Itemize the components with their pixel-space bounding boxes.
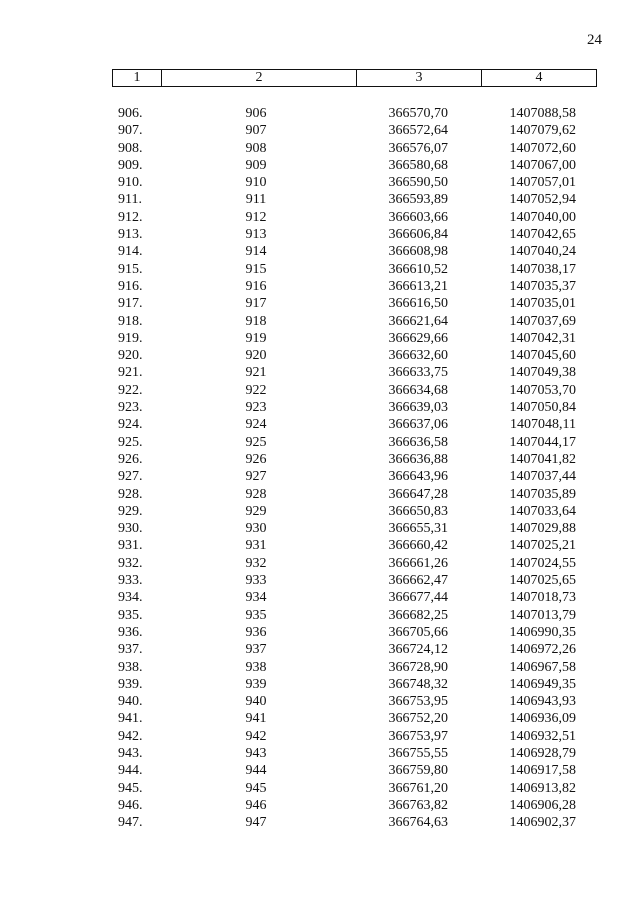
coordinate-table-body (0, 105, 640, 831)
table-row (0, 624, 640, 641)
point-id: 941 (245, 711, 267, 727)
coordinate-y: 1407079,62 (509, 123, 576, 139)
table-row (0, 589, 640, 606)
coordinate-y: 1407037,44 (509, 469, 576, 485)
coordinate-x: 366662,47 (388, 573, 448, 589)
coordinate-y: 1406917,58 (509, 763, 576, 779)
row-number: 923. (118, 400, 143, 416)
table-row (0, 157, 640, 174)
table-row (0, 416, 640, 433)
point-id: 929 (245, 503, 267, 519)
coordinate-y: 1406943,93 (509, 694, 576, 710)
coordinate-x: 366634,68 (388, 382, 448, 398)
point-id: 911 (245, 192, 267, 208)
table-row (0, 641, 640, 658)
table-row (0, 693, 640, 710)
row-number: 913. (118, 227, 143, 243)
row-number: 910. (118, 175, 143, 191)
coordinate-x: 366593,89 (388, 192, 448, 208)
row-number: 943. (118, 745, 143, 761)
row-number: 924. (118, 417, 143, 433)
coordinate-x: 366572,64 (388, 123, 448, 139)
row-number: 931. (118, 538, 143, 554)
row-number: 918. (118, 313, 143, 329)
row-number: 946. (118, 797, 143, 813)
row-number: 942. (118, 728, 143, 744)
coordinate-x: 366576,07 (388, 140, 448, 156)
table-row (0, 330, 640, 347)
table-row (0, 399, 640, 416)
row-number: 927. (118, 469, 143, 485)
coordinate-x: 366759,80 (388, 763, 448, 779)
table-header (112, 69, 597, 87)
coordinate-y: 1407052,94 (509, 192, 576, 208)
coordinate-x: 366621,64 (388, 313, 448, 329)
coordinate-y: 1406906,28 (509, 797, 576, 813)
coordinate-x: 366705,66 (388, 624, 448, 640)
coordinate-x: 366761,20 (388, 780, 448, 796)
coordinate-x: 366616,50 (388, 296, 448, 312)
table-row (0, 676, 640, 693)
table-row (0, 659, 640, 676)
coordinate-x: 366632,60 (388, 348, 448, 364)
coordinate-y: 1407049,38 (509, 365, 576, 381)
coordinate-x: 366650,83 (388, 503, 448, 519)
table-row (0, 364, 640, 381)
coordinate-y: 1406913,82 (509, 780, 576, 796)
row-number: 917. (118, 296, 143, 312)
table-row (0, 572, 640, 589)
table-row (0, 520, 640, 537)
coordinate-x: 366763,82 (388, 797, 448, 813)
coordinate-y: 1406949,35 (509, 676, 576, 692)
coordinate-x: 366661,26 (388, 555, 448, 571)
coordinate-x: 366753,95 (388, 694, 448, 710)
coordinate-y: 1406936,09 (509, 711, 576, 727)
coordinate-y: 1407088,58 (509, 106, 576, 121)
point-id: 945 (245, 780, 267, 796)
table-row (0, 486, 640, 503)
row-number: 938. (118, 659, 143, 675)
row-number: 922. (118, 382, 143, 398)
table-row (0, 537, 640, 554)
point-id: 943 (245, 745, 267, 761)
table-row (0, 347, 640, 364)
point-id: 939 (245, 676, 267, 692)
point-id: 946 (245, 797, 267, 813)
coordinate-y: 1407025,21 (509, 538, 576, 554)
point-id: 942 (245, 728, 267, 744)
table-row (0, 503, 640, 520)
coordinate-x: 366755,55 (388, 745, 448, 761)
row-number: 944. (118, 763, 143, 779)
page-number: 24 (587, 32, 602, 48)
point-id: 908 (245, 140, 267, 156)
row-number: 906. (118, 106, 143, 121)
row-number: 940. (118, 694, 143, 710)
point-id: 914 (245, 244, 267, 260)
row-number: 937. (118, 642, 143, 658)
point-id: 909 (245, 157, 267, 173)
coordinate-x: 366724,12 (388, 642, 448, 658)
coordinate-y: 1406902,37 (509, 815, 576, 831)
coordinate-y: 1407045,60 (509, 348, 576, 364)
table-row (0, 243, 640, 260)
coordinate-y: 1407038,17 (509, 261, 576, 277)
point-id: 913 (245, 227, 267, 243)
point-id: 935 (245, 607, 267, 623)
table-row (0, 797, 640, 814)
coordinate-x: 366682,25 (388, 607, 448, 623)
table-row (0, 278, 640, 295)
table-row (0, 745, 640, 762)
table-row (0, 762, 640, 779)
coordinate-x: 366590,50 (388, 175, 448, 191)
point-id: 925 (245, 434, 267, 450)
coordinate-y: 1407033,64 (509, 503, 576, 519)
coordinate-x: 366764,63 (388, 815, 448, 831)
column-header-4: 4 (535, 70, 543, 85)
coordinate-x: 366606,84 (388, 227, 448, 243)
row-number: 907. (118, 123, 143, 139)
coordinate-y: 1407053,70 (509, 382, 576, 398)
coordinate-x: 366580,68 (388, 157, 448, 173)
point-id: 927 (245, 469, 267, 485)
point-id: 928 (245, 486, 267, 502)
point-id: 930 (245, 521, 267, 537)
point-id: 933 (245, 573, 267, 589)
row-number: 911. (118, 192, 142, 208)
point-id: 924 (245, 417, 267, 433)
point-id: 912 (245, 209, 267, 225)
coordinate-y: 1407067,00 (509, 157, 576, 173)
row-number: 936. (118, 624, 143, 640)
point-id: 916 (245, 278, 267, 294)
coordinate-y: 1407035,37 (509, 278, 576, 294)
point-id: 915 (245, 261, 267, 277)
row-number: 920. (118, 348, 143, 364)
coordinate-x: 366655,31 (388, 521, 448, 537)
point-id: 919 (245, 330, 267, 346)
coordinate-x: 366643,96 (388, 469, 448, 485)
row-number: 914. (118, 244, 143, 260)
point-id: 922 (245, 382, 267, 398)
coordinate-y: 1407042,65 (509, 227, 576, 243)
coordinate-x: 366636,88 (388, 451, 448, 467)
coordinate-y: 1406928,79 (509, 745, 576, 761)
coordinate-x: 366610,52 (388, 261, 448, 277)
coordinate-x: 366570,70 (388, 106, 448, 121)
coordinate-y: 1407072,60 (509, 140, 576, 156)
point-id: 938 (245, 659, 267, 675)
coordinate-y: 1407018,73 (509, 590, 576, 606)
row-number: 908. (118, 140, 143, 156)
table-row (0, 434, 640, 451)
point-id: 936 (245, 624, 267, 640)
point-id: 921 (245, 365, 267, 381)
row-number: 919. (118, 330, 143, 346)
coordinate-x: 366608,98 (388, 244, 448, 260)
column-header-3: 3 (357, 70, 482, 86)
row-number: 929. (118, 503, 143, 519)
table-row (0, 122, 640, 139)
coordinate-y: 1407040,00 (509, 209, 576, 225)
column-header-2: 2 (162, 70, 357, 86)
coordinate-y: 1407042,31 (509, 330, 576, 346)
coordinate-y: 1407029,88 (509, 521, 576, 537)
row-number: 947. (118, 815, 143, 831)
row-number: 921. (118, 365, 143, 381)
coordinate-x: 366613,21 (388, 278, 448, 294)
point-id: 940 (245, 694, 267, 710)
coordinate-y: 1407037,69 (509, 313, 576, 329)
coordinate-x: 366629,66 (388, 330, 448, 346)
row-number: 941. (118, 711, 143, 727)
coordinate-x: 366639,03 (388, 400, 448, 416)
table-row (0, 780, 640, 797)
table-row (0, 226, 640, 243)
coordinate-x: 366636,58 (388, 434, 448, 450)
point-id: 918 (245, 313, 267, 329)
row-number: 930. (118, 521, 143, 537)
point-id: 932 (245, 555, 267, 571)
row-number: 928. (118, 486, 143, 502)
row-number: 915. (118, 261, 143, 277)
row-number: 925. (118, 434, 143, 450)
table-row (0, 140, 640, 157)
row-number: 935. (118, 607, 143, 623)
coordinate-x: 366637,06 (388, 417, 448, 433)
coordinate-y: 1406932,51 (509, 728, 576, 744)
coordinate-y: 1406990,35 (509, 624, 576, 640)
row-number: 926. (118, 451, 143, 467)
table-row (0, 209, 640, 226)
coordinate-x: 366647,28 (388, 486, 448, 502)
coordinate-x: 366753,97 (388, 728, 448, 744)
coordinate-x: 366660,42 (388, 538, 448, 554)
point-id: 923 (245, 400, 267, 416)
row-number: 933. (118, 573, 143, 589)
row-number: 932. (118, 555, 143, 571)
point-id: 934 (245, 590, 267, 606)
table-row (0, 313, 640, 330)
point-id: 906 (245, 106, 267, 121)
table-row (0, 468, 640, 485)
coordinate-y: 1407035,89 (509, 486, 576, 502)
coordinate-y: 1406967,58 (509, 659, 576, 675)
coordinate-y: 1407035,01 (509, 296, 576, 312)
row-number: 939. (118, 676, 143, 692)
row-number: 909. (118, 157, 143, 173)
table-row (0, 710, 640, 727)
coordinate-x: 366633,75 (388, 365, 448, 381)
coordinate-y: 1406972,26 (509, 642, 576, 658)
coordinate-x: 366728,90 (388, 659, 448, 675)
coordinate-x: 366677,44 (388, 590, 448, 606)
coordinate-y: 1407044,17 (509, 434, 576, 450)
coordinate-y: 1407025,65 (509, 573, 576, 589)
coordinate-x: 366748,32 (388, 676, 448, 692)
row-number: 912. (118, 209, 143, 225)
point-id: 931 (245, 538, 267, 554)
coordinate-x: 366603,66 (388, 209, 448, 225)
coordinate-x: 366752,20 (388, 711, 448, 727)
point-id: 917 (245, 296, 267, 312)
table-row (0, 451, 640, 468)
coordinate-y: 1407041,82 (509, 451, 576, 467)
table-row (0, 607, 640, 624)
coordinate-y: 1407050,84 (509, 400, 576, 416)
table-row (0, 814, 640, 831)
table-row (0, 295, 640, 312)
coordinate-y: 1407013,79 (509, 607, 576, 623)
point-id: 920 (245, 348, 267, 364)
column-header-1: 1 (113, 70, 162, 86)
table-row (0, 382, 640, 399)
table-row (0, 105, 640, 122)
coordinate-y: 1407024,55 (509, 555, 576, 571)
table-row (0, 174, 640, 191)
point-id: 926 (245, 451, 267, 467)
table-row (0, 191, 640, 208)
point-id: 937 (245, 642, 267, 658)
table-row (0, 261, 640, 278)
point-id: 947 (245, 815, 267, 831)
table-row (0, 555, 640, 572)
point-id: 944 (245, 763, 267, 779)
point-id: 910 (245, 175, 267, 191)
row-number: 945. (118, 780, 143, 796)
coordinate-y: 1407057,01 (509, 175, 576, 191)
point-id: 907 (245, 123, 267, 139)
coordinate-y: 1407040,24 (509, 244, 576, 260)
row-number: 916. (118, 278, 143, 294)
table-row (0, 728, 640, 745)
row-number: 934. (118, 590, 143, 606)
coordinate-y: 1407048,11 (510, 417, 576, 433)
